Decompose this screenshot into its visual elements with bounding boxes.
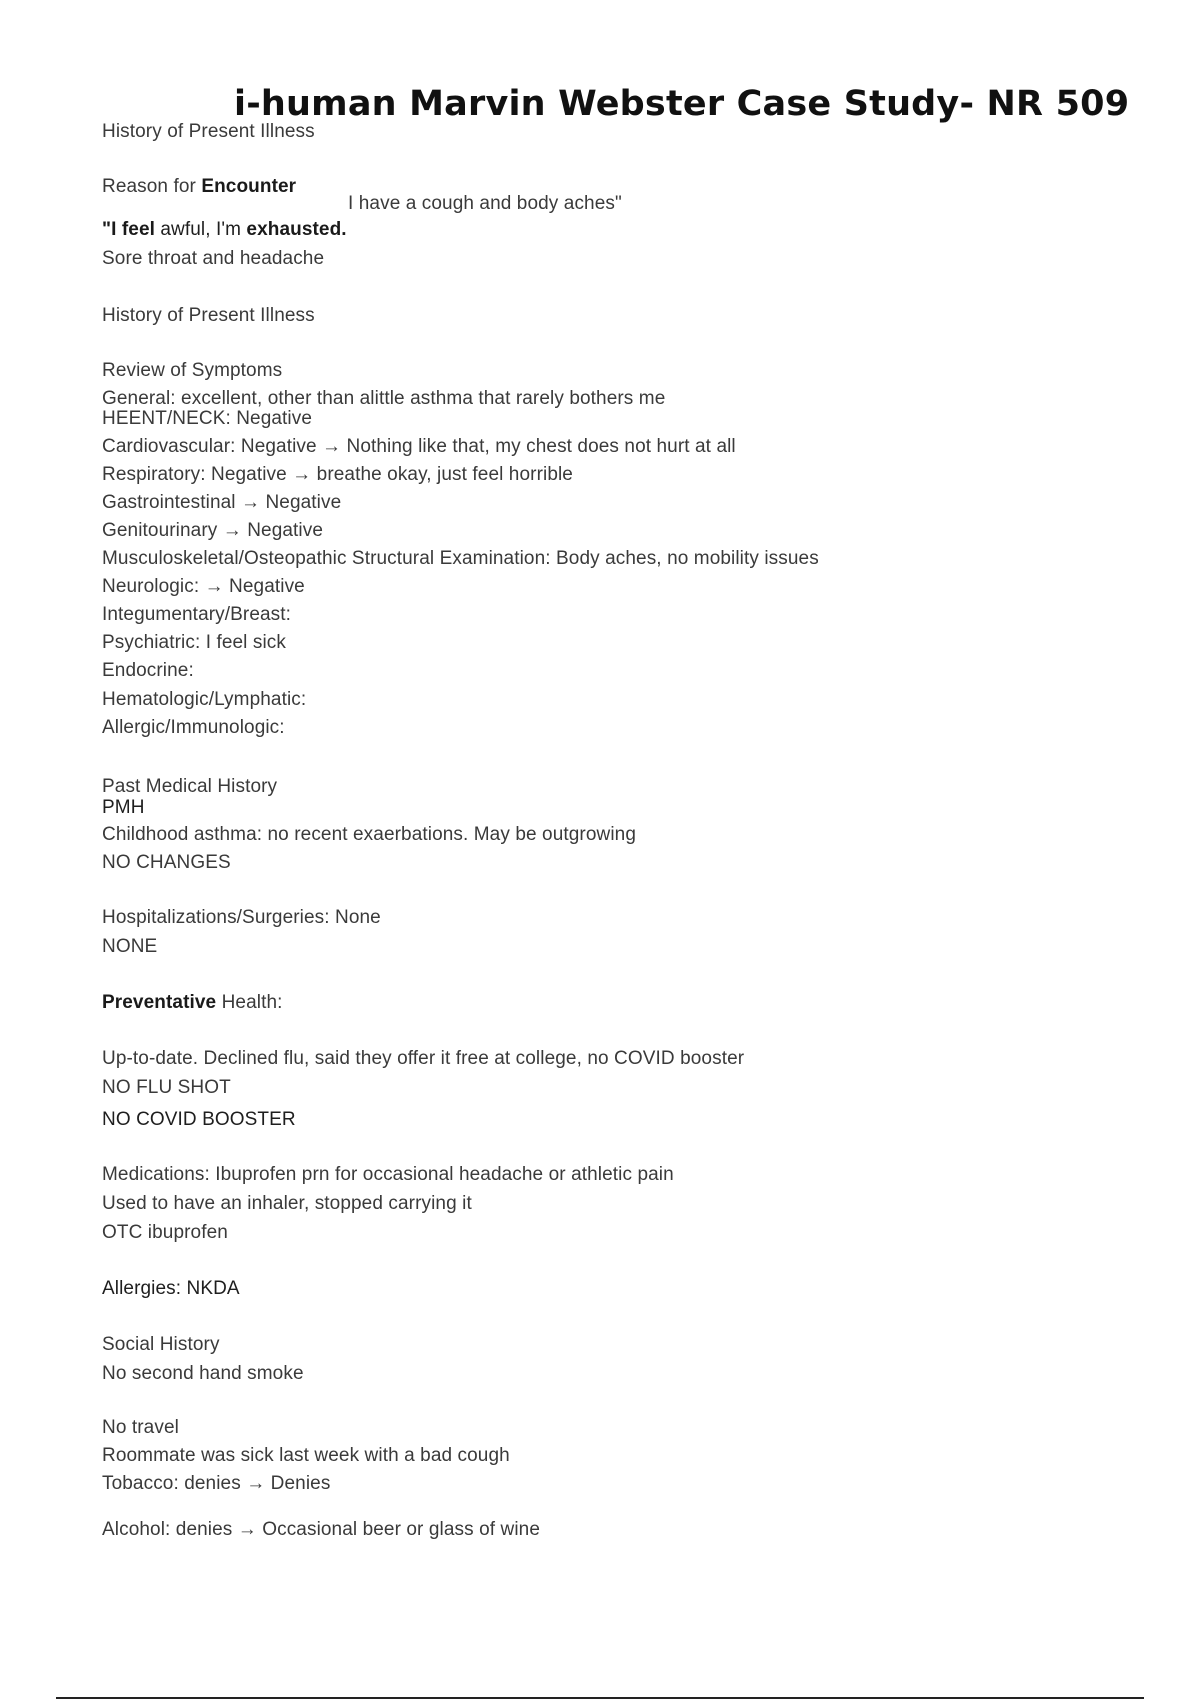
ros-endocrine: Endocrine: — [102, 660, 194, 681]
ros-neurologic: Neurologic: → Negative — [102, 576, 305, 597]
preventative-rest: Health: — [216, 992, 283, 1013]
preventative-line: Up-to-date. Declined flu, said they offer it free at college, no COVID booster — [102, 1048, 745, 1069]
bottom-rule — [56, 1697, 1144, 1699]
ros-musculoskeletal: Musculoskeletal/Osteopathic Structural Examination: Body aches, no mobility issues — [102, 548, 819, 569]
page-title: i-human Marvin Webster Case Study- NR 509 — [234, 84, 1130, 124]
no-flu-shot: NO FLU SHOT — [102, 1077, 231, 1098]
social-history-heading: Social History — [102, 1334, 220, 1355]
social-line-3: Roommate was sick last week with a bad cough — [102, 1445, 510, 1466]
hospitalizations-note: NONE — [102, 936, 158, 957]
no-covid-booster: NO COVID BOOSTER — [102, 1109, 296, 1130]
alcohol-line: Alcohol: denies → Occasional beer or glass of wine — [102, 1519, 541, 1540]
quote-mid: awful, I'm — [155, 219, 247, 240]
pmh-line: Childhood asthma: no recent exaerbations. May be outgrowing — [102, 824, 636, 845]
ros-allergic: Allergic/Immunologic: — [102, 717, 285, 738]
preventative-health-heading — [102, 992, 283, 1014]
allergies-line: Allergies: NKDA — [102, 1278, 240, 1299]
ros-genitourinary: Genitourinary → Negative — [102, 520, 324, 541]
ros-integumentary: Integumentary/Breast: — [102, 604, 292, 625]
ros-respiratory: Respiratory: Negative → breathe okay, just feel horrible — [102, 464, 573, 485]
social-line-1: No second hand smoke — [102, 1363, 304, 1384]
reason-label-bold: Encounter — [201, 176, 297, 197]
reason-label-text: Reason for — [102, 176, 202, 197]
social-line-2: No travel — [102, 1417, 179, 1438]
quote-bold: exhausted. — [246, 219, 347, 240]
ros-general: General: excellent, other than alittle asthma that rarely bothers me — [102, 388, 666, 409]
hospitalizations-line: Hospitalizations/Surgeries: None — [102, 907, 381, 928]
tobacco-line: Tobacco: denies → Denies — [102, 1473, 331, 1494]
chief-complaint-quote-1 — [102, 219, 347, 241]
ros-hematologic: Hematologic/Lymphatic: — [102, 689, 307, 710]
chief-complaint-quote-2: I have a cough and body aches" — [348, 193, 622, 214]
quote-open: "I feel — [102, 219, 156, 240]
ros-psychiatric: Psychiatric: I feel sick — [102, 632, 287, 653]
pmh-heading: Past Medical History — [102, 776, 278, 797]
pmh-note: NO CHANGES — [102, 852, 231, 873]
sore-throat-line: Sore throat and headache — [102, 248, 325, 269]
preventative-bold: Preventative — [102, 992, 217, 1013]
hpi-heading: History of Present Illness — [102, 305, 315, 326]
hpi-top-label: History of Present Illness — [102, 121, 315, 142]
ros-gastrointestinal: Gastrointestinal → Negative — [102, 492, 342, 513]
reason-label — [102, 176, 296, 198]
ros-heading: Review of Symptoms — [102, 360, 283, 381]
ros-cardiovascular: Cardiovascular: Negative → Nothing like that, my chest does not hurt at all — [102, 436, 736, 457]
ros-heent: HEENT/NECK: Negative — [102, 408, 313, 429]
medications-note: OTC ibuprofen — [102, 1222, 228, 1243]
medications-line-2: Used to have an inhaler, stopped carrying it — [102, 1193, 472, 1214]
medications-line: Medications: Ibuprofen prn for occasional headache or athletic pain — [102, 1164, 674, 1185]
pmh-abbr: PMH — [102, 797, 145, 818]
